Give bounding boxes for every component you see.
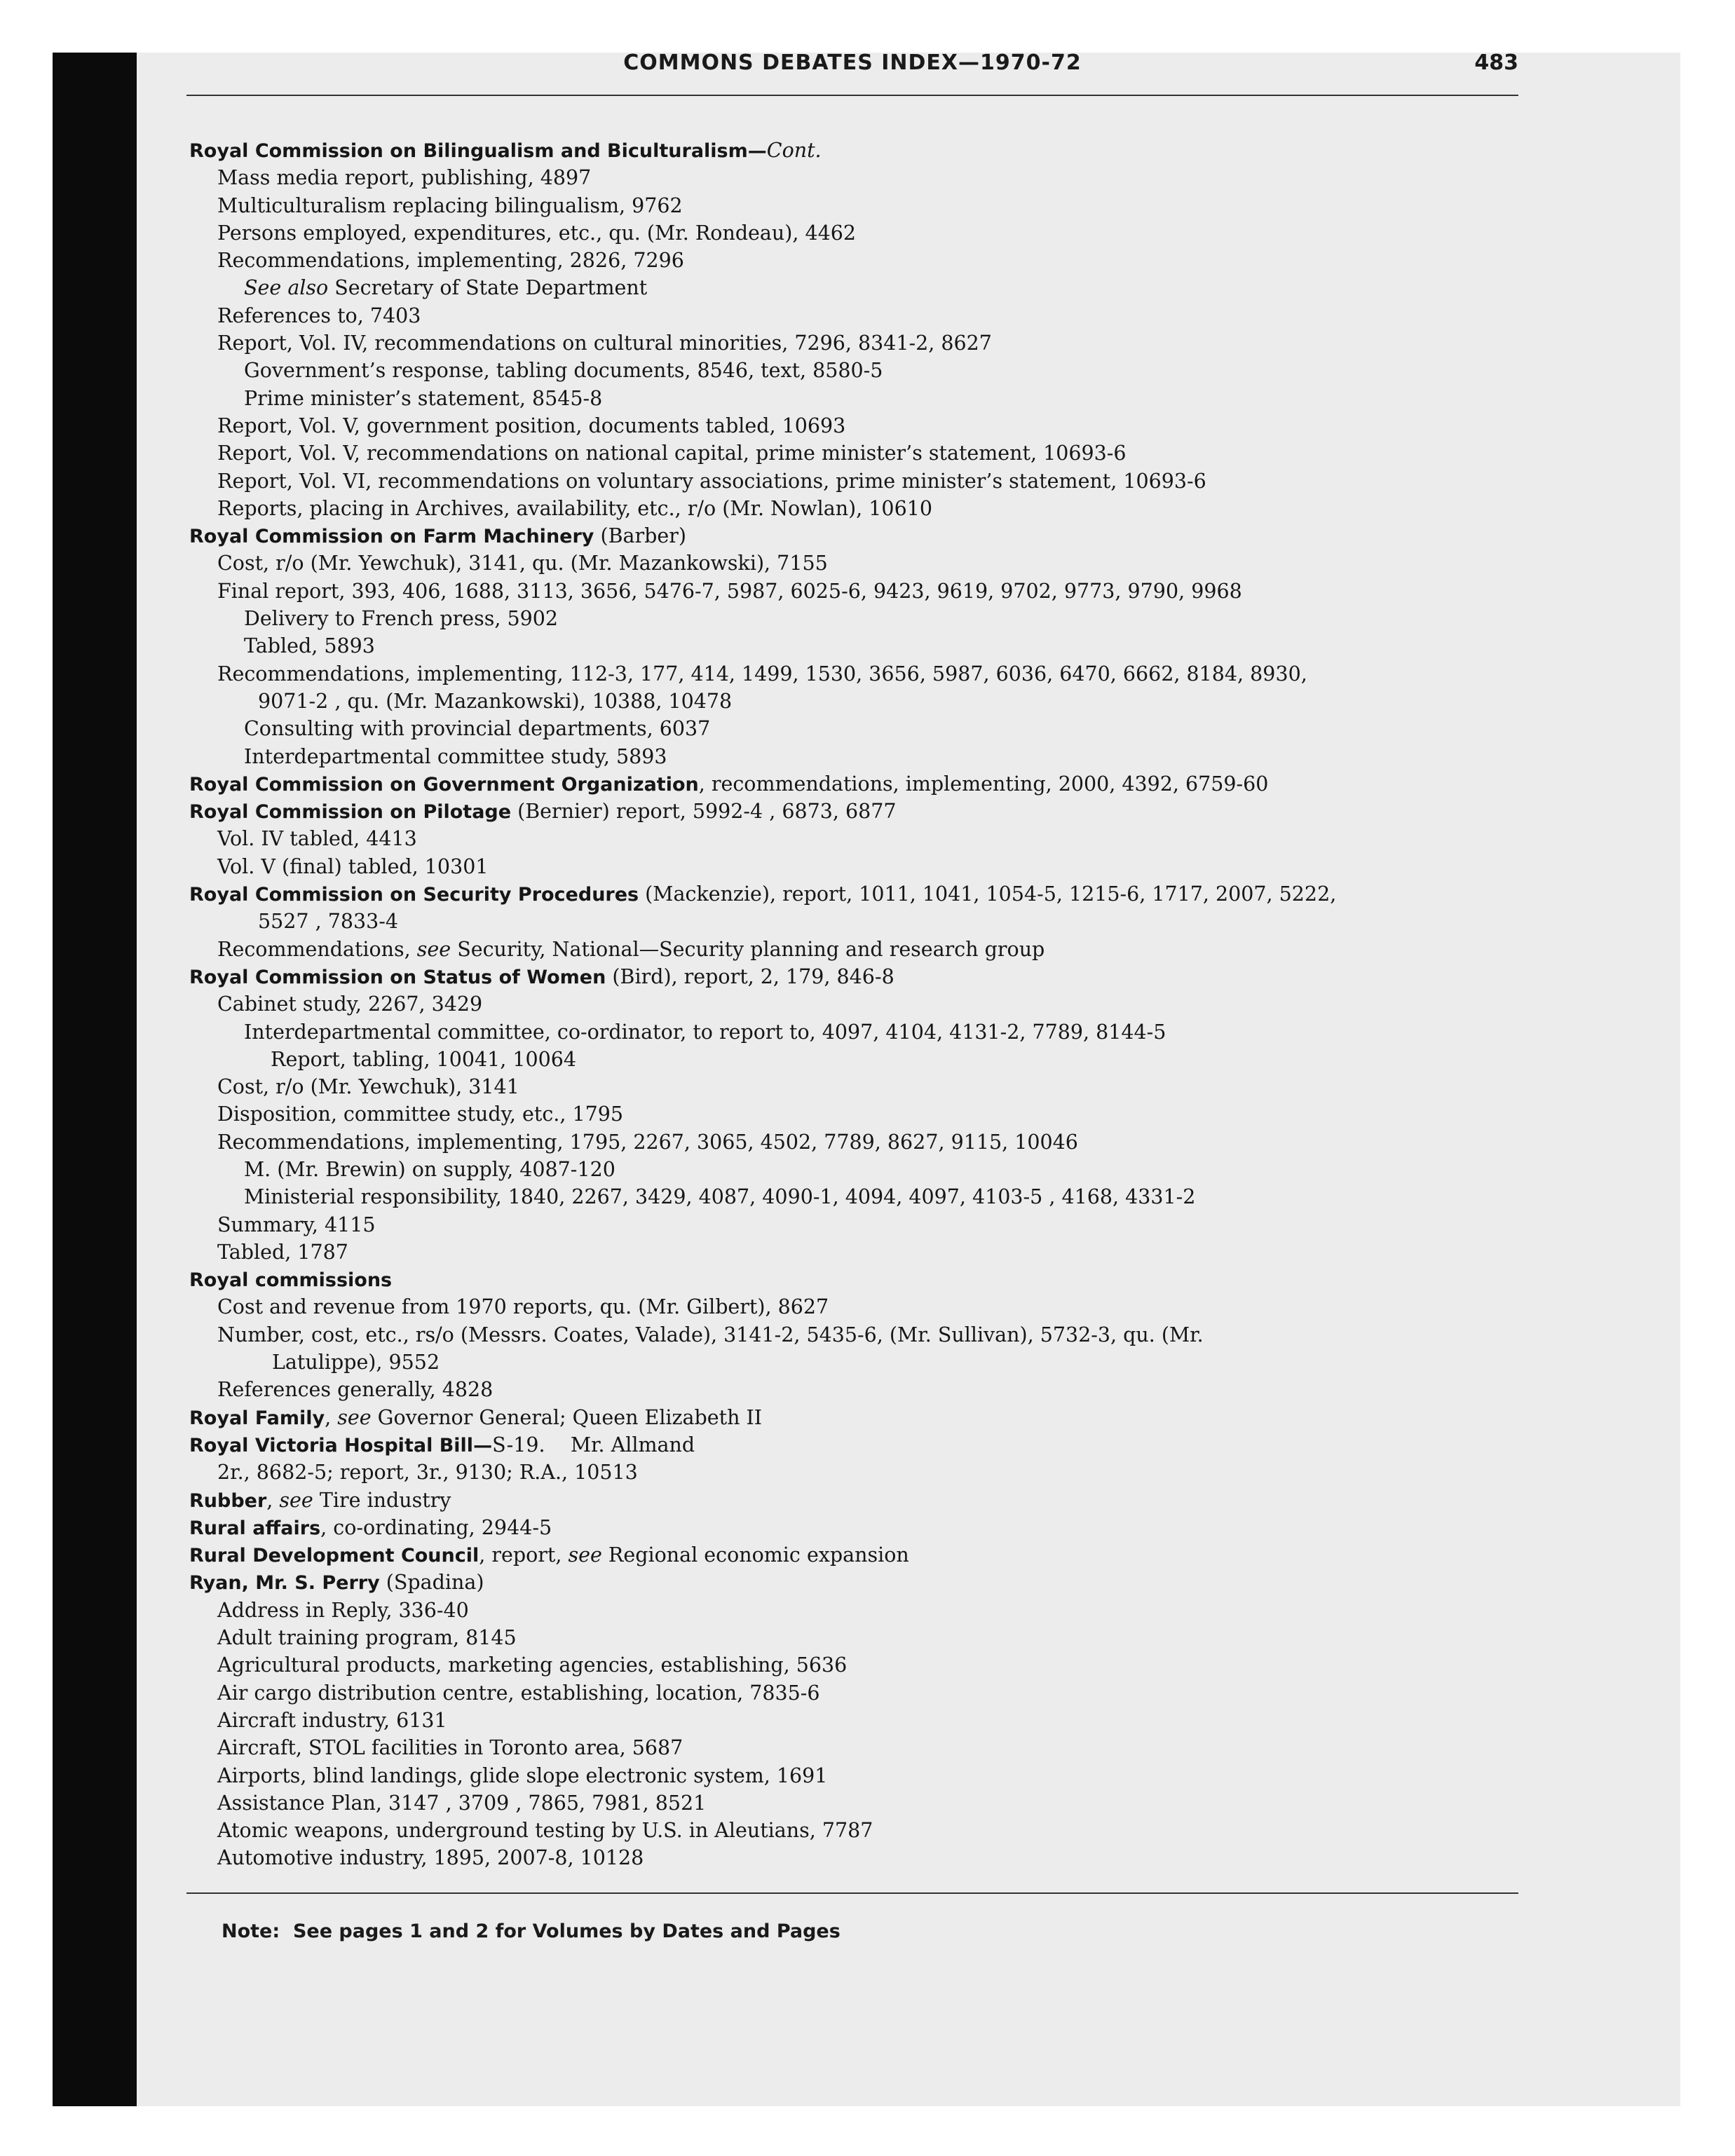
entry-text: Air cargo distribution centre, establishing, location, 7835-6 (217, 1681, 820, 1705)
entry-text: , report, (479, 1543, 569, 1567)
entry-text: 5527 , 7833-4 (258, 910, 399, 934)
index-subentry (189, 1100, 1521, 1128)
index-subentry (189, 1321, 1521, 1349)
index-subentry (189, 385, 1521, 412)
index-heading-entry (189, 137, 1521, 164)
entry-text: Adult training program, 8145 (217, 1626, 517, 1650)
entry-text: Report, Vol. V, government position, documents tabled, 10693 (217, 414, 846, 437)
entry-text: Report, Vol. IV, recommendations on cultural minorities, 7296, 8341-2, 8627 (217, 332, 992, 355)
entry-text: Cost, r/o (Mr. Yewchuk), 3141 (217, 1075, 519, 1099)
entry-text: Consulting with provincial departments, 6037 (244, 717, 711, 741)
entry-text: Recommendations, implementing, 112-3, 177, 414, 1499, 1530, 3656, 5987, 6036, 6470, 6662, 8184, 8930, (217, 662, 1307, 685)
index-subentry (189, 1018, 1521, 1046)
entry-heading: Ryan, Mr. S. Perry (189, 1572, 380, 1595)
index-heading-entry (189, 1266, 1521, 1293)
entry-text: , (266, 1488, 280, 1512)
entry-text: Latulippe), 9552 (272, 1351, 440, 1374)
entry-text: Vol. V (final) tabled, 10301 (217, 854, 489, 878)
index-heading-entry (189, 1514, 1521, 1541)
entry-text: 9071-2 , qu. (Mr. Mazankowski), 10388, 10478 (258, 689, 733, 713)
entry-text: Recommendations, implementing, 2826, 7296 (217, 249, 684, 273)
entry-text: References to, 7403 (217, 303, 421, 327)
index-subentry (189, 660, 1521, 688)
entry-text: Assistance Plan, 3147 , 3709 , 7865, 7981, 8521 (217, 1791, 707, 1815)
index-subentry (189, 1844, 1521, 1871)
index-subentry (189, 715, 1521, 742)
index-subentry (189, 1651, 1521, 1679)
entry-heading: Royal Commission on Government Organization (189, 773, 699, 796)
entry-text: Aircraft industry, 6131 (217, 1708, 447, 1732)
entry-heading: Royal Commission on Pilotage (189, 801, 512, 824)
entry-text: Ministerial responsibility, 1840, 2267, 3429, 4087, 4090-1, 4094, 4097, 4103-5 , 4168, 4331-2 (244, 1185, 1196, 1209)
index-subentry (189, 632, 1521, 660)
entry-text: S-19. Mr. Allmand (492, 1433, 695, 1456)
index-heading-entry (189, 963, 1521, 990)
entry-text: Delivery to French press, 5902 (244, 607, 558, 631)
entry-text: Secretary of State Department (328, 276, 648, 300)
entry-text: Vol. IV tabled, 4413 (217, 827, 417, 851)
index-subentry (189, 936, 1521, 963)
entry-see-reference: see (279, 1488, 313, 1512)
entry-heading: Rural affairs (189, 1517, 321, 1539)
index-subentry (189, 1239, 1521, 1266)
index-subentry (189, 743, 1521, 770)
index-subentry (189, 1762, 1521, 1789)
entry-text: References generally, 4828 (217, 1378, 494, 1402)
entry-text: Cost, r/o (Mr. Yewchuk), 3141, qu. (Mr. Mazankowski), 7155 (217, 552, 828, 575)
entry-text: Interdepartmental committee study, 5893 (244, 744, 667, 768)
entry-text: Report, Vol. V, recommendations on national capital, prime minister’s statement, 10693-6 (217, 442, 1127, 465)
index-subentry (189, 302, 1521, 329)
running-title: COMMONS DEBATES INDEX—1970-72 (623, 50, 1082, 75)
entry-text: Reports, placing in Archives, availability, etc., r/o (Mr. Nowlan), 10610 (217, 496, 932, 520)
entry-text: (Mackenzie), report, 1011, 1041, 1054-5, 1215-6, 1717, 2007, 5222, (639, 882, 1337, 906)
page-header (186, 42, 1518, 98)
index-heading-entry (189, 798, 1521, 825)
entry-text: M. (Mr. Brewin) on supply, 4087-120 (244, 1157, 615, 1181)
index-subentry (189, 1789, 1521, 1817)
entry-see-reference: See also (244, 276, 329, 300)
index-heading-entry (189, 770, 1521, 798)
entry-see-reference: see (337, 1405, 372, 1429)
entry-text: Atomic weapons, underground testing by U.S. in Aleutians, 7787 (217, 1819, 873, 1843)
index-subentry (189, 1817, 1521, 1844)
entry-text-continued: Security, National—Security planning and research group (451, 937, 1045, 961)
index-subentry (189, 1128, 1521, 1156)
entry-text-continued: Tire industry (313, 1488, 451, 1512)
index-subentry (189, 439, 1521, 467)
entry-heading: Rubber (189, 1489, 267, 1512)
entry-text: , (325, 1405, 338, 1429)
entry-text-continued: Governor General; Queen Elizabeth II (371, 1405, 763, 1429)
index-subentry (189, 1734, 1521, 1761)
entry-text: Agricultural products, marketing agencies, establishing, 5636 (217, 1653, 848, 1677)
index-subentry (189, 1597, 1521, 1624)
entry-text: Aircraft, STOL facilities in Toronto area, 5687 (217, 1736, 683, 1760)
index-heading-entry (189, 1431, 1521, 1459)
entry-text: Summary, 4115 (217, 1213, 376, 1236)
entry-text: Cost and revenue from 1970 reports, qu. (Mr. Gilbert), 8627 (217, 1295, 829, 1319)
entry-text: , co-ordinating, 2944-5 (320, 1515, 552, 1539)
index-subentry (189, 1707, 1521, 1734)
entry-text: Address in Reply, 336-40 (217, 1598, 469, 1622)
index-subentry (189, 688, 1521, 715)
scan-border-strip (53, 53, 137, 2106)
index-subentry (189, 1679, 1521, 1707)
entry-text: (Bernier) report, 5992-4 , 6873, 6877 (511, 800, 897, 824)
entry-heading: Royal Commission on Farm Machinery (189, 526, 594, 548)
index-subentry (189, 605, 1521, 632)
entry-heading-italic: Cont. (766, 139, 822, 162)
index-heading-entry (189, 1569, 1521, 1596)
index-subentry (189, 274, 1521, 301)
index-subentry (189, 1293, 1521, 1321)
entry-text: 2r., 8682-5; report, 3r., 9130; R.A., 10513 (217, 1461, 638, 1485)
index-subentry (189, 1073, 1521, 1100)
entry-text: Report, tabling, 10041, 10064 (271, 1047, 577, 1071)
entry-text: (Barber) (594, 524, 686, 548)
entry-text: Recommendations, (217, 937, 417, 961)
entry-text: Report, Vol. VI, recommendations on voluntary associations, prime minister’s statement, 10693-6 (217, 469, 1206, 493)
footer-note: Note: See pages 1 and 2 for Volumes by Dates and Pages (222, 1920, 841, 1942)
entry-see-reference: see (416, 937, 451, 961)
footer-rule (186, 1892, 1518, 1894)
entry-heading: Royal Commission on Bilingualism and Biculturalism— (189, 140, 767, 162)
entry-text: Number, cost, etc., rs/o (Messrs. Coates, Valade), 3141-2, 5435-6, (Mr. Sullivan), 5732-3, qu. (Mr. (217, 1323, 1204, 1346)
index-subentry (189, 247, 1521, 274)
entry-text: Multiculturalism replacing bilingualism, 9762 (217, 193, 683, 217)
index-subentry (189, 412, 1521, 439)
entry-heading: Royal commissions (189, 1269, 393, 1292)
index-subentry (189, 1183, 1521, 1210)
index-subentry (189, 578, 1521, 605)
entry-text: Prime minister’s statement, 8545-8 (244, 386, 603, 410)
entry-heading: Royal Commission on Status of Women (189, 966, 606, 988)
index-subentry (189, 990, 1521, 1018)
entry-heading: Royal Victoria Hospital Bill— (189, 1434, 493, 1456)
index-subentry (189, 1046, 1521, 1073)
index-subentry (189, 1624, 1521, 1651)
index-subentry (189, 219, 1521, 247)
index-subentry (189, 550, 1521, 577)
entry-text: , recommendations, implementing, 2000, 4392, 6759-60 (698, 772, 1269, 796)
entry-heading: Royal Family (189, 1407, 325, 1429)
index-subentry (189, 1156, 1521, 1183)
entry-text: Tabled, 1787 (217, 1240, 348, 1264)
entry-text-continued: Regional economic expansion (601, 1543, 909, 1567)
entry-text: Airports, blind landings, glide slope electronic system, 1691 (217, 1763, 828, 1787)
index-entries (189, 137, 1521, 1872)
entry-text: (Bird), report, 2, 179, 846-8 (606, 964, 894, 988)
index-subentry (189, 1459, 1521, 1486)
index-heading-entry (189, 1487, 1521, 1514)
index-subentry (189, 329, 1521, 357)
header-rule (186, 95, 1518, 96)
entry-text: Mass media report, publishing, 4897 (217, 166, 592, 190)
entry-text: Disposition, committee study, etc., 1795 (217, 1103, 624, 1126)
entry-see-reference: see (568, 1543, 602, 1567)
index-heading-entry (189, 880, 1521, 908)
entry-heading: Rural Development Council (189, 1545, 479, 1567)
entry-text: Tabled, 5893 (244, 634, 375, 658)
entry-text: Final report, 393, 406, 1688, 3113, 3656, 5476-7, 5987, 6025-6, 9423, 9619, 9702, 9773, 9790, 9968 (217, 579, 1242, 603)
entry-text: Government’s response, tabling documents, 8546, text, 8580-5 (244, 359, 883, 383)
index-subentry (189, 164, 1521, 191)
entry-text: Persons employed, expenditures, etc., qu. (Mr. Rondeau), 4462 (217, 221, 857, 245)
index-subentry (189, 357, 1521, 384)
index-subentry (189, 853, 1521, 880)
index-subentry (189, 192, 1521, 219)
index-subentry (189, 1349, 1521, 1376)
index-subentry (189, 1211, 1521, 1239)
index-subentry (189, 825, 1521, 852)
index-heading-entry (189, 1541, 1521, 1569)
page-number: 483 (1474, 50, 1518, 75)
index-subentry (189, 908, 1521, 935)
index-subentry (189, 468, 1521, 495)
index-heading-entry (189, 1404, 1521, 1431)
entry-text: (Spadina) (379, 1571, 484, 1595)
entry-text: Cabinet study, 2267, 3429 (217, 992, 483, 1016)
entry-text: Interdepartmental committee, co-ordinator, to report to, 4097, 4104, 4131-2, 7789, 8144-5 (244, 1020, 1166, 1044)
entry-text: Automotive industry, 1895, 2007-8, 10128 (217, 1846, 644, 1870)
index-subentry (189, 495, 1521, 522)
index-subentry (189, 1376, 1521, 1403)
entry-text: Recommendations, implementing, 1795, 2267, 3065, 4502, 7789, 8627, 9115, 10046 (217, 1130, 1078, 1154)
index-heading-entry (189, 522, 1521, 550)
entry-heading: Royal Commission on Security Procedures (189, 884, 639, 906)
